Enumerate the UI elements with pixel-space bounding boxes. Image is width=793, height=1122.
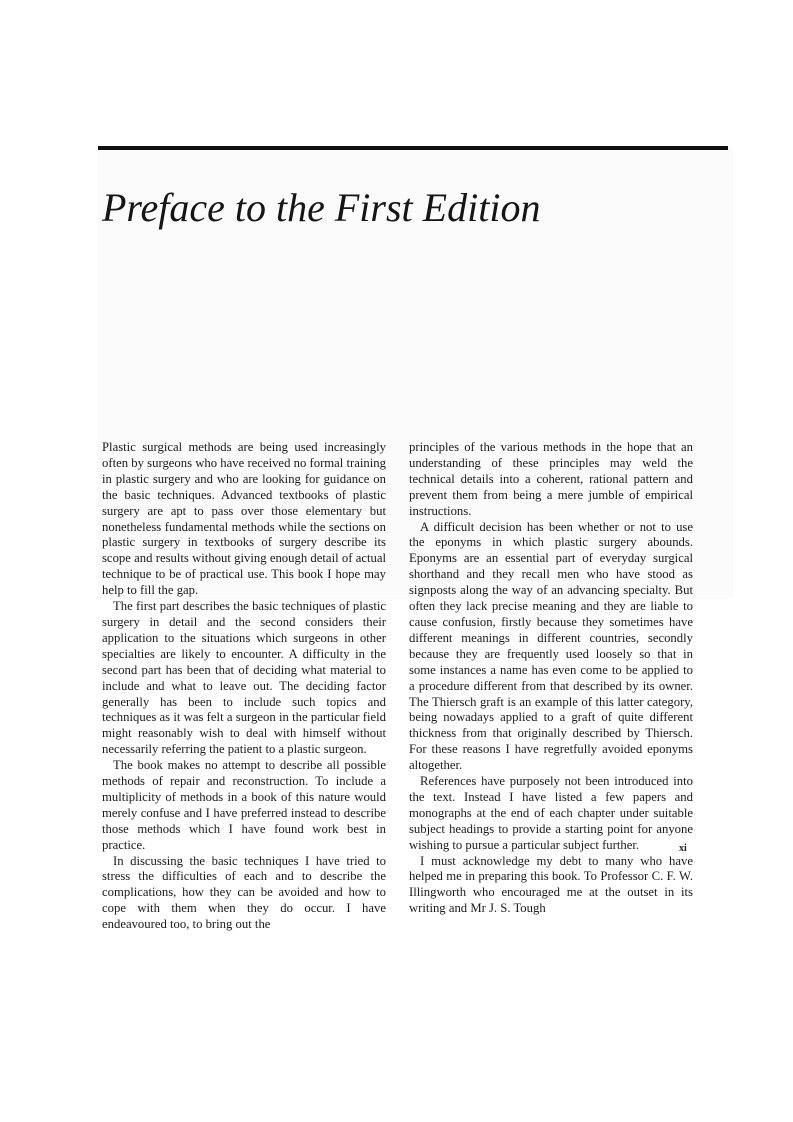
chapter-title: Preface to the First Edition [102,185,541,230]
paragraph: I must acknowledge my debt to many who have helped me in preparing this book. To Professor C. F. W. Illingworth who encouraged me at the outset in its writing and Mr J. S. Tough [409,853,693,916]
paragraph: References have purposely not been introduced into the text. Instead I have listed a few papers and monographs at the end of each chapter under suitable subject headings to provide a starting point for anyone wishing to pursue a particular subject further. [409,774,693,852]
paragraph: The book makes no attempt to describe all possible methods of repair and reconstruction. To include a multiplicity of methods in a book of this nature would merely confuse and I have preferred instead to describe those methods which I have found work best in practice. [102,758,386,852]
paragraph: Plastic surgical methods are being used increasingly often by surgeons who have received no formal training in plastic surgery and who are looking for guidance on the basic techniques. Advanced textbooks of plastic surgery are apt to pass over those elementary but nonetheless fundamental methods while the sections on plastic surgery in textbooks of surgery describe its scope and results without giving enough detail of actual technique to be of practical use. This book I hope may help to fill the gap. [102,440,386,598]
paragraph: principles of the various methods in the hope that an understanding of these principles may weld the technical details into a coherent, rational pattern and prevent them from being a mere jumble of empirical instructions. [409,440,693,518]
paragraph: In discussing the basic techniques I have tried to stress the difficulties of each and to describe the complications, how they can be avoided and how to cope with them when they do occur. I have endeavoured too, to bring out the [102,853,386,932]
page-number: xi [679,843,687,854]
paragraph: The first part describes the basic techniques of plastic surgery in detail and the second considers their application to the situations which surgeons in other specialties are likely to encounter. A difficulty in the second part has been that of deciding what material to include and what to leave out. The deciding factor generally has been to include such topics and techniques as it was felt a surgeon in the particular field might reasonably wish to deal with himself without necessarily referring the patient to a plastic surgeon. [102,599,386,757]
paragraph: A difficult decision has been whether or not to use the eponyms in which plastic surgery abounds. Eponyms are an essential part of everyday surgical shorthand and they recall men who have stood as signposts along the way of an advancing specialty. But often they lack precise meaning and they are liable to cause confusion, firstly because they sometimes have different meanings in different countries, secondly because they are frequently used loosely so that in some instances a name has even come to be applied to a procedure different from that described by its owner. The Thiersch graft is an example of this latter category, being nowadays applied to a graft of quite different thickness from that originally described by Thiersch. For these reasons I have regretfully avoided eponyms altogether. [409,519,693,773]
text-column-left [102,440,386,933]
text-column-right [409,440,693,917]
top-rule [98,146,728,150]
